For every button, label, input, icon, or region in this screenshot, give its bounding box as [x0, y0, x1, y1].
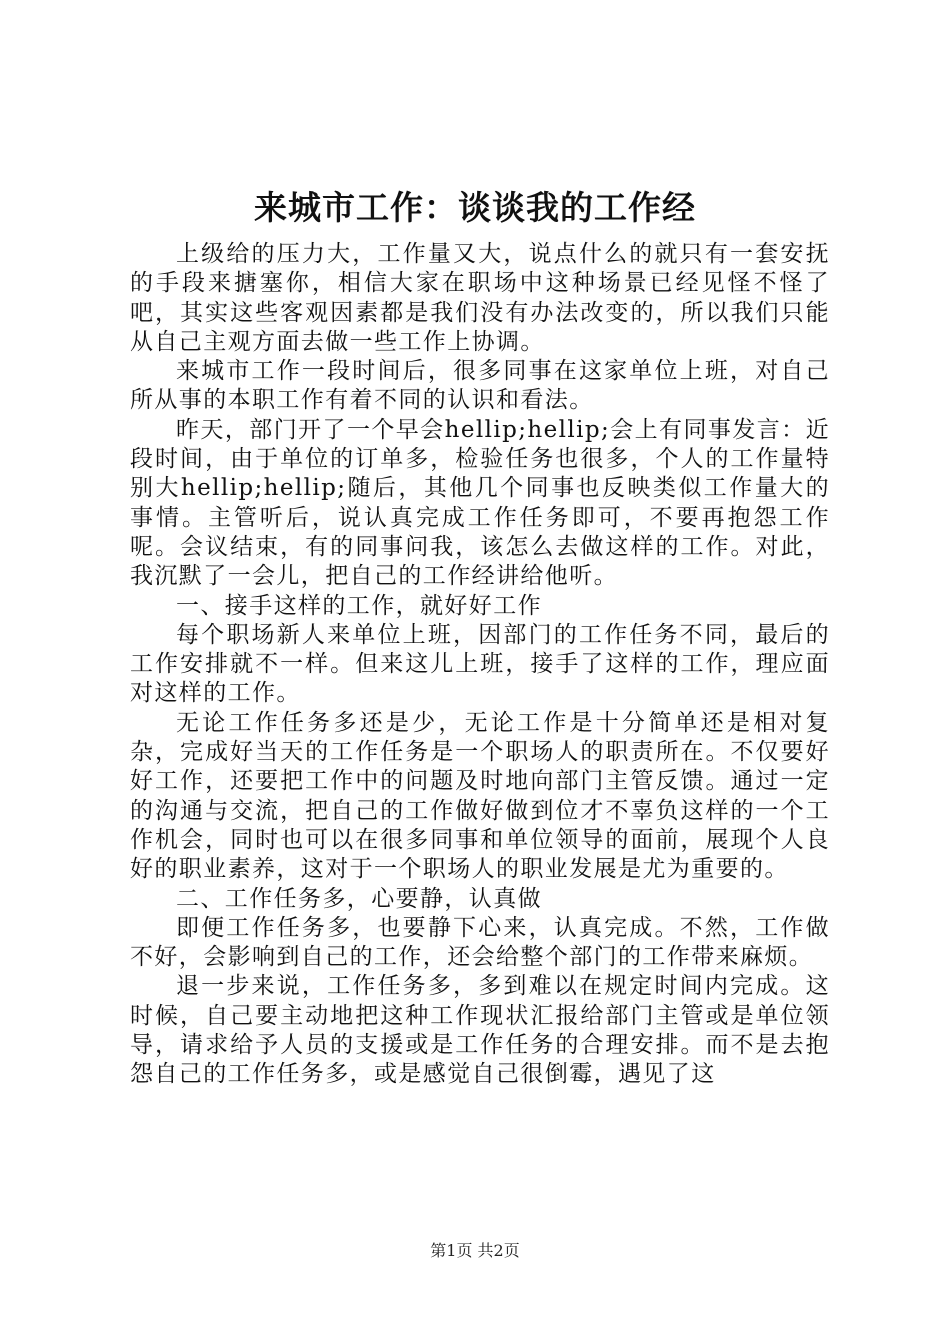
page-indicator: 第1页 共2页 — [430, 1241, 520, 1260]
document-title: 来城市工作：谈谈我的工作经 — [254, 188, 696, 227]
paragraph-section2-b: 退一步来说，工作任务多，多到难以在规定时间内完成。这时候，自己要主动地把这种工作现状汇报给部门主管或是单位领导，请求给予人员的支援或是工作任务的合理安排。而不是去抱怨自己的工作任务多，或是感觉自己很倒霉，遇见了这 — [130, 973, 830, 1088]
document-body — [130, 240, 830, 1090]
paragraph-meeting: 昨天，部门开了一个早会hellip;hellip;会上有同事发言：近段时间，由于单位的订单多，检验任务也很多，个人的工作量特别大hellip;hellip;随后，其他几个同事也反映类似工作量大的事情。主管听后，说认真完成工作任务即可，不要再抱怨工作呢。会议结束，有的同事问我，该怎么去做这样的工作。对此，我沉默了一会儿，把自己的工作经讲给他听。 — [130, 416, 830, 590]
paragraph-background: 来城市工作一段时间后，很多同事在这家单位上班，对自己所从事的本职工作有着不同的认识和看法。 — [130, 358, 830, 414]
paragraph-intro: 上级给的压力大，工作量又大，说点什么的就只有一套安抚的手段来搪塞你，相信大家在职场中这种场景已经见怪不怪了吧，其实这些客观因素都是我们没有办法改变的，所以我们只能从自己主观方面去做一些工作上协调。 — [130, 241, 830, 355]
paragraph-section2-a: 即便工作任务多，也要静下心来，认真完成。不然，工作做不好，会影响到自己的工作，还会给整个部门的工作带来麻烦。 — [130, 914, 830, 971]
paragraph-section1-b: 无论工作任务多还是少，无论工作是十分简单还是相对复杂，完成好当天的工作任务是一个职场人的职责所在。不仅要好好工作，还要把工作中的问题及时地向部门主管反馈。通过一定的沟通与交流，把自己的工作做好做到位才不辜负这样的一个工作机会，同时也可以在很多同事和单位领导的面前，展现个人良好的职业素养，这对于一个职场人的职业发展是尤为重要的。 — [130, 709, 830, 883]
section-heading-2: 二、工作任务多，心要静，认真做 — [176, 885, 542, 912]
paragraph-section1-a: 每个职场新人来单位上班，因部门的工作任务不同，最后的工作安排就不一样。但来这儿上班，接手了这样的工作，理应面对这样的工作。 — [130, 621, 830, 707]
section-heading-1: 一、接手这样的工作，就好好工作 — [176, 592, 542, 619]
